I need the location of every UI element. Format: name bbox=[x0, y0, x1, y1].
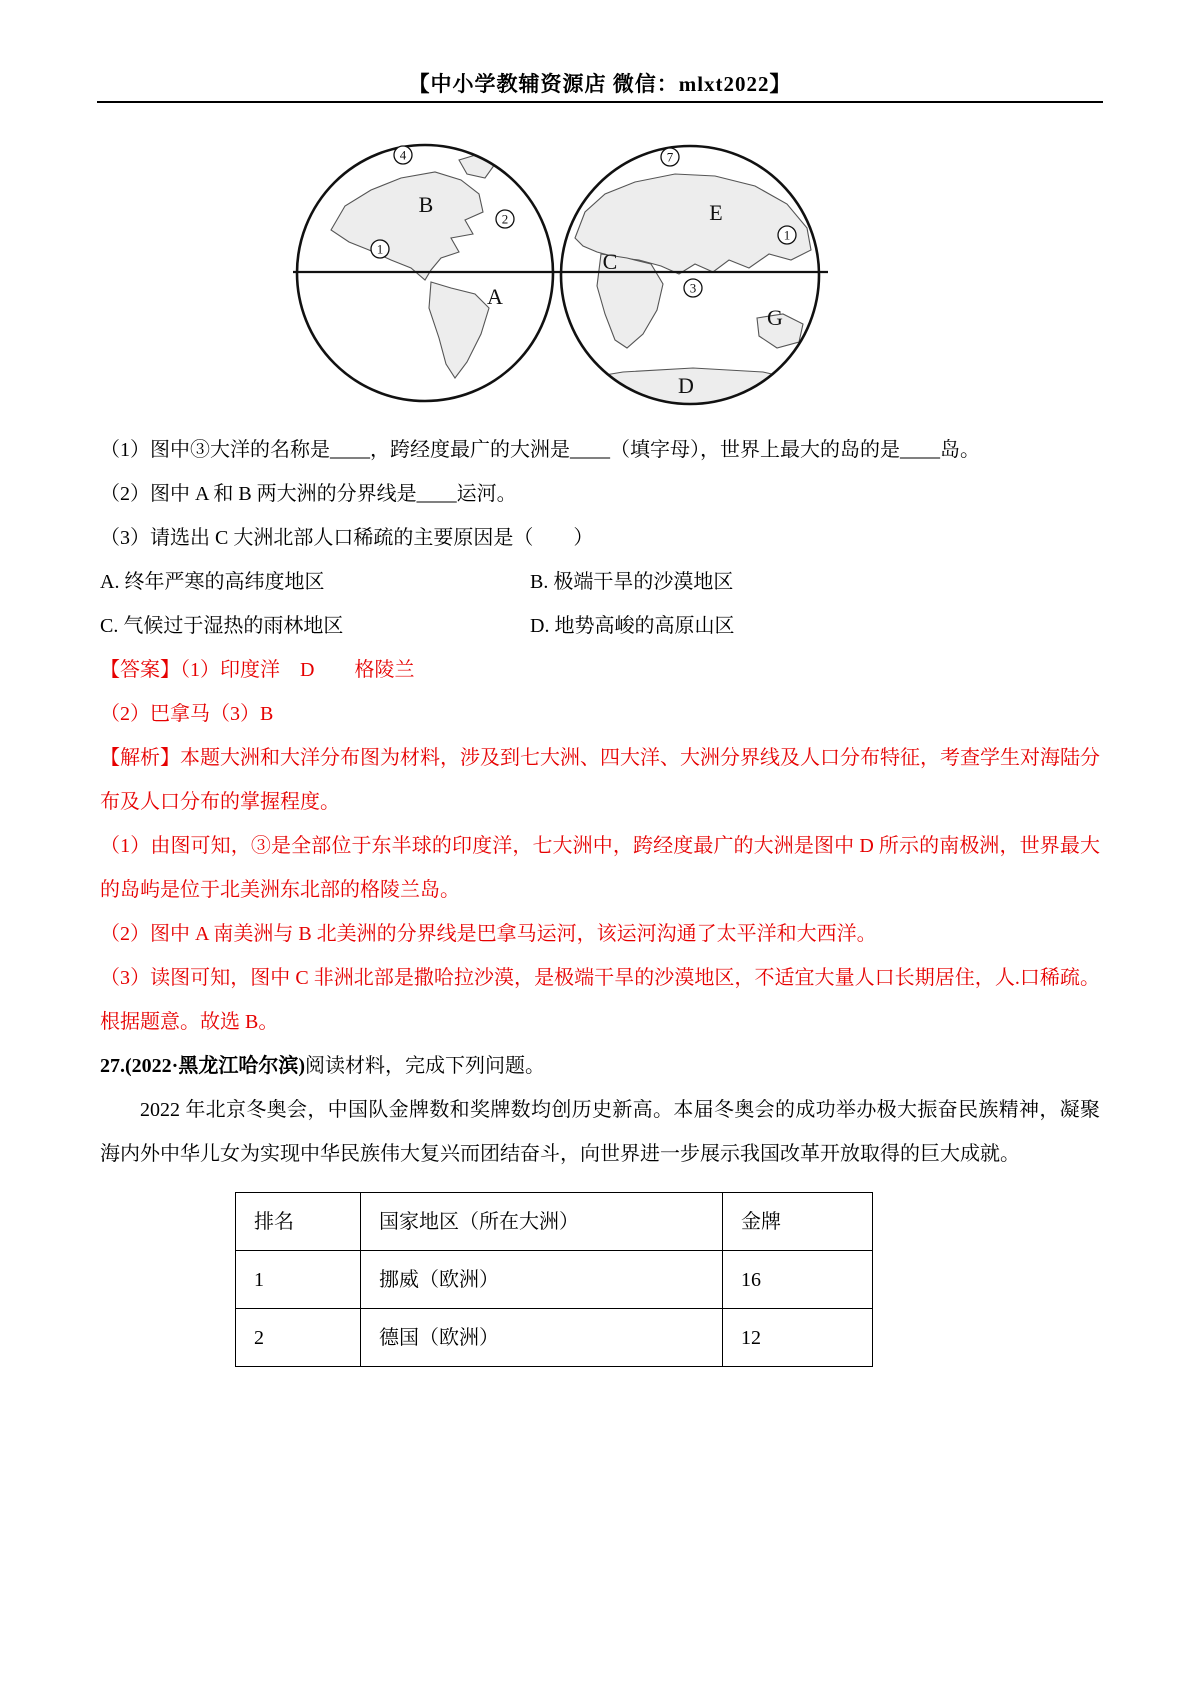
answer-line-2: （2）巴拿马（3）B bbox=[100, 703, 274, 725]
question-part-2: （2）图中 A 和 B 两大洲的分界线是____运河。 bbox=[100, 483, 517, 505]
page-title: 【中小学教辅资源店 微信：mlxt2022】 bbox=[408, 72, 792, 96]
svg-text:2: 2 bbox=[501, 211, 509, 227]
question-part-1: （1）图中③大洋的名称是____，跨经度最广的大洲是____（填字母），世界上最大的岛的是____岛。 bbox=[100, 439, 980, 461]
analysis-point-2: （2）图中 A 南美洲与 B 北美洲的分界线是巴拿马运河，该运河沟通了太平洋和大西洋。 bbox=[100, 923, 877, 945]
question-27-number: 27.(2022·黑龙江哈尔滨) bbox=[100, 1055, 305, 1077]
medal-table bbox=[235, 1192, 873, 1367]
continent-north-america bbox=[331, 172, 483, 280]
table-cell-country: 德国（欧洲） bbox=[361, 1309, 723, 1367]
map-label-E: E bbox=[709, 200, 723, 225]
map-label-D: D bbox=[678, 373, 694, 398]
question-27-title: 阅读材料，完成下列问题。 bbox=[305, 1055, 545, 1077]
option-d: D. 地势高峻的高原山区 bbox=[530, 615, 735, 637]
option-b: B. 极端干旱的沙漠地区 bbox=[530, 571, 734, 593]
options-row-ab bbox=[100, 560, 1100, 604]
map-marker-circled-1-west bbox=[371, 240, 389, 258]
map-marker-circled-3 bbox=[684, 279, 702, 297]
svg-text:1: 1 bbox=[783, 227, 791, 243]
question-27-intro: 2022 年北京冬奥会，中国队金牌数和奖牌数均创历史新高。本届冬奥会的成功举办极大振奋民族精神，凝聚海内外中华儿女为实现中华民族伟大复兴而团结奋斗，向世界进一步展示我国改革开放取得的巨大成就。 bbox=[100, 1099, 1100, 1165]
map-marker-circled-7 bbox=[661, 148, 679, 166]
table-cell-rank: 2 bbox=[236, 1309, 361, 1367]
map-label-A: A bbox=[487, 284, 503, 309]
hemisphere-map-figure bbox=[283, 142, 843, 414]
question-part-3: （3）请选出 C 大洲北部人口稀疏的主要原因是（ ） bbox=[100, 527, 594, 549]
analysis-point-3: （3）读图可知，图中 C 非洲北部是撒哈拉沙漠，是极端干旱的沙漠地区，不适宜大量人口长期居住，人.口稀疏。根据题意。故选 B。 bbox=[100, 967, 1100, 1033]
analysis-paragraph: 【解析】本题大洲和大洋分布图为材料，涉及到七大洲、四大洋、大洲分界线及人口分布特征，考查学生对海陆分布及人口分布的掌握程度。 bbox=[100, 747, 1100, 813]
map-marker-circled-2 bbox=[496, 210, 514, 228]
analysis-point-1: （1）由图可知，③是全部位于东半球的印度洋，七大洲中，跨经度最广的大洲是图中 D 所示的南极洲，世界最大的岛屿是位于北美洲东北部的格陵兰岛。 bbox=[100, 835, 1100, 901]
option-c: C. 气候过于湿热的雨林地区 bbox=[100, 615, 344, 637]
table-cell-gold: 16 bbox=[723, 1251, 873, 1309]
table-header-gold: 金牌 bbox=[723, 1193, 873, 1251]
table-row bbox=[236, 1309, 873, 1367]
answer-line-1: 【答案】（1）印度洋 D 格陵兰 bbox=[100, 659, 415, 681]
table-cell-country: 挪威（欧洲） bbox=[361, 1251, 723, 1309]
continent-south-america bbox=[429, 282, 489, 378]
island-greenland bbox=[459, 154, 495, 178]
svg-text:1: 1 bbox=[376, 241, 384, 257]
hemisphere-map-svg bbox=[283, 142, 843, 414]
table-header-row bbox=[236, 1193, 873, 1251]
map-label-B: B bbox=[418, 192, 434, 217]
options-row-cd bbox=[100, 604, 1100, 648]
document-content bbox=[100, 142, 1100, 1367]
table-row bbox=[236, 1251, 873, 1309]
table-cell-gold: 12 bbox=[723, 1309, 873, 1367]
question-27-heading bbox=[100, 1044, 1100, 1088]
map-label-G: G bbox=[767, 305, 783, 330]
table-header-rank: 排名 bbox=[236, 1193, 361, 1251]
svg-text:4: 4 bbox=[399, 147, 407, 163]
header-divider bbox=[97, 101, 1103, 103]
svg-text:3: 3 bbox=[689, 280, 697, 296]
svg-text:7: 7 bbox=[666, 149, 674, 165]
map-marker-circled-1-east bbox=[778, 226, 796, 244]
map-marker-circled-4 bbox=[394, 146, 412, 164]
table-cell-rank: 1 bbox=[236, 1251, 361, 1309]
map-label-C: C bbox=[602, 249, 618, 274]
table-header-country: 国家地区（所在大洲） bbox=[361, 1193, 723, 1251]
option-a: A. 终年严寒的高纬度地区 bbox=[100, 571, 325, 593]
